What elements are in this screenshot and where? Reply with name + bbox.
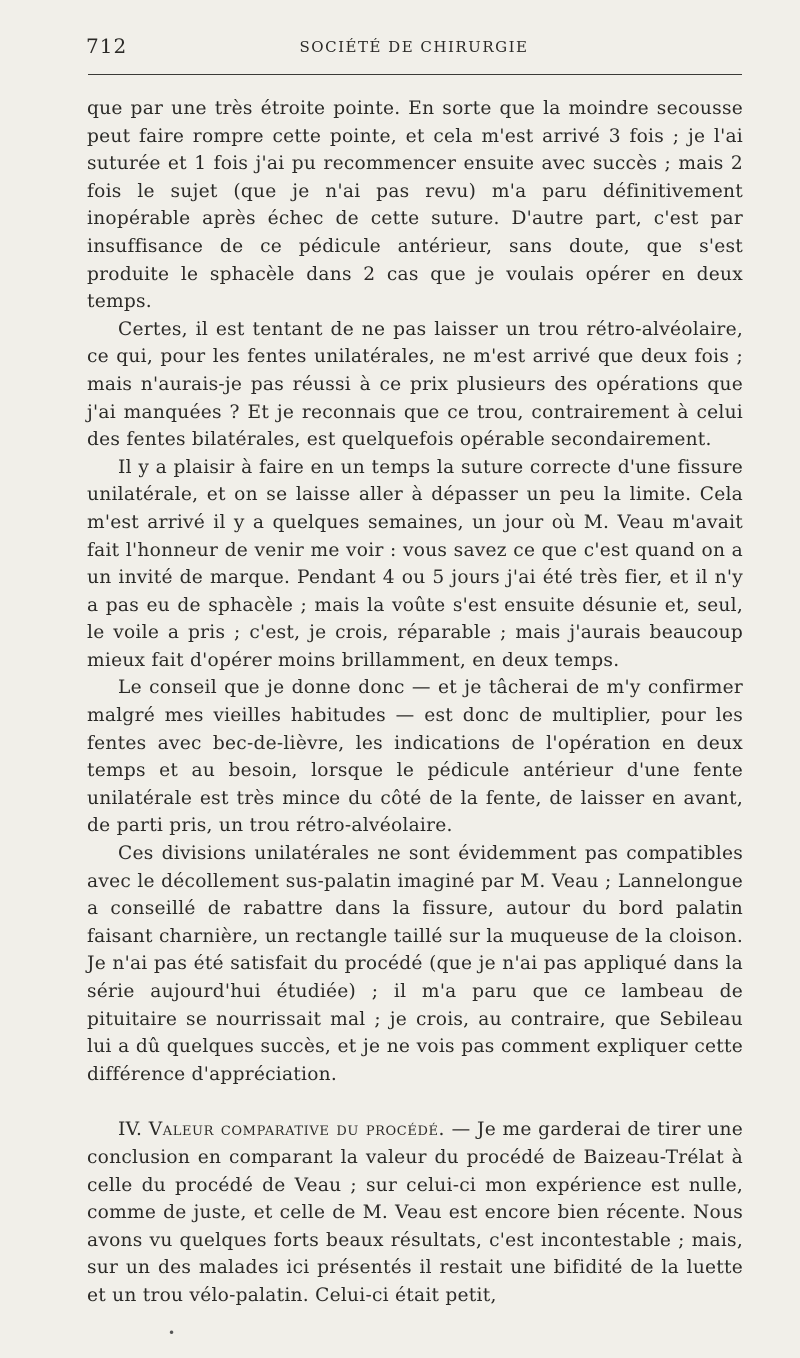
body-text (87, 95, 743, 1310)
running-title: SOCIÉTÉ DE CHIRURGIE (299, 38, 529, 56)
section-paragraph (87, 1116, 743, 1309)
page-number: 712 (86, 34, 128, 58)
paragraph: Ces divisions unilatérales ne sont évidemment pas compatibles avec le décollement sus-palatin imaginé par M. Veau ; Lannelongue a conseillé de rabattre dans la fissure, autour du bord palatin faisant charnière, un rectangle taillé sur la muqueuse de la cloison. Je n'ai pas été satisfait du procédé (que je n'ai pas appliqué dans la série aujourd'hui étudiée) ; il m'a paru que ce lambeau de pituitaire se nourrissait mal ; je crois, au contraire, que Sebileau lui a dû quelques succès, et je ne vois pas comment expliquer cette différence d'appréciation. (87, 843, 743, 1085)
section-text: Je me garderai de tirer une conclusion en comparant la valeur du procédé de Baizeau-Trélat à celle du procédé de Veau ; sur celui-ci mon expérience est nulle, comme de juste, et celle de M. Veau est encore bien récente. Nous avons vu quelques forts beaux résultats, c'est incontestable ; mais, sur un des malades ici présentés il restait une bifidité de la luette et un trou vélo-palatin. Celui-ci était petit, (87, 1119, 743, 1306)
section-number: IV. (118, 1119, 143, 1141)
header-rule (88, 74, 742, 75)
paragraph: Certes, il est tentant de ne pas laisser un trou rétro-alvéolaire, ce qui, pour les fentes unilatérales, ne m'est arrivé que deux fois ; mais n'aurais-je pas réussi à ce prix plusieurs des opérations que j'ai manquées ? Et je reconnais que ce trou, contrairement à celui des fentes bilatérales, est quelquefois opérable secondairement. (87, 318, 743, 451)
stray-mark: • (168, 1326, 176, 1340)
paragraph: Le conseil que je donne donc — et je tâcherai de m'y confirmer malgré mes vieilles habitudes — est donc de multiplier, pour les fentes avec bec-de-lièvre, les indications de l'opération en deux temps et au besoin, lorsque le pédicule antérieur d'une fente unilatérale est très mince du côté de la fente, de laisser en avant, de parti pris, un trou rétro-alvéolaire. (87, 677, 743, 837)
section-dash: — (451, 1119, 471, 1141)
section-heading: Valeur comparative du procédé. (148, 1119, 446, 1141)
paragraph: Il y a plaisir à faire en un temps la suture correcte d'une fissure unilatérale, et on se laisse aller à dépasser un peu la limite. Cela m'est arrivé il y a quelques semaines, un jour où M. Veau m'avait fait l'honneur de venir me voir : vous savez ce que c'est quand on a un invité de marque. Pendant 4 ou 5 jours j'ai été très fier, et il n'y a pas eu de sphacèle ; mais la voûte s'est ensuite désunie et, seul, le voile a pris ; c'est, je crois, réparable ; mais j'aurais beaucoup mieux fait d'opérer moins brillamment, en deux temps. (87, 456, 743, 671)
paragraph-continuation: que par une très étroite pointe. En sorte que la moindre secousse peut faire rompre cette pointe, et cela m'est arrivé 3 fois ; je l'ai suturée et 1 fois j'ai pu recommencer ensuite avec succès ; mais 2 fois le sujet (que je n'ai pas revu) m'a paru définitivement inopérable après échec de cette suture. D'autre part, c'est par insuffisance de ce pédicule antérieur, sans doute, que s'est produite le sphacèle dans 2 cas que je voulais opérer en deux temps. (87, 98, 743, 313)
page-header (86, 32, 742, 62)
